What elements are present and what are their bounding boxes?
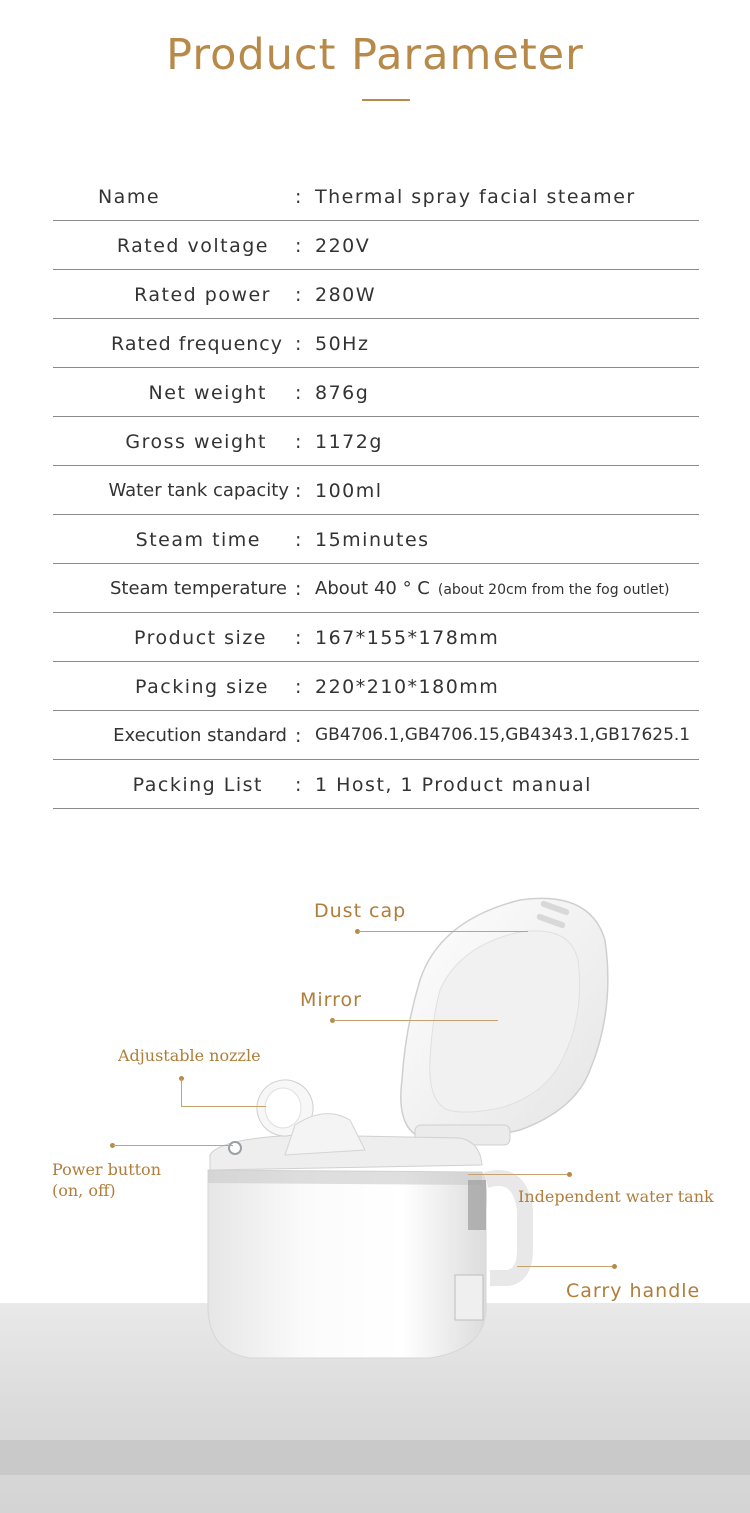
callout-carry-handle: Carry handle [566, 1280, 701, 1302]
callout-power-button-line1: Power button [52, 1160, 161, 1179]
param-label: Gross weight [125, 431, 267, 453]
param-row-product-size [53, 613, 699, 662]
param-label: Rated frequency [111, 333, 283, 355]
callout-line [181, 1079, 182, 1106]
title-underline [362, 99, 410, 101]
param-row-steam-temperature [53, 564, 699, 613]
param-value: 280W [315, 284, 377, 306]
param-row-packing-size [53, 662, 699, 711]
param-row-name [53, 172, 699, 221]
param-colon: : [295, 529, 303, 551]
param-colon: : [295, 627, 303, 649]
param-value: 220*210*180mm [315, 676, 500, 698]
param-colon: : [295, 725, 303, 747]
callout-line [517, 1266, 615, 1267]
param-row-execution-standard [53, 711, 699, 760]
param-label: Steam temperature [110, 578, 287, 599]
param-colon: : [295, 774, 303, 796]
param-colon: : [295, 431, 303, 453]
param-colon: : [295, 578, 303, 600]
param-row-net-weight [53, 368, 699, 417]
callout-dust-cap: Dust cap [314, 900, 407, 922]
param-label: Rated voltage [116, 235, 269, 257]
callout-water-tank: Independent water tank [518, 1187, 714, 1206]
callout-power-button [52, 1159, 161, 1201]
param-colon: : [295, 333, 303, 355]
param-label: Name [97, 186, 161, 208]
param-value: GB4706.1,GB4706.15,GB4343.1,GB17625.1 [315, 725, 691, 745]
page-title: Product Parameter [166, 30, 584, 80]
param-colon: : [295, 480, 303, 502]
param-value: 15minutes [315, 529, 430, 551]
param-row-rated-power [53, 270, 699, 319]
callout-line [181, 1106, 266, 1107]
param-value: 220V [315, 235, 371, 257]
callout-mirror: Mirror [300, 989, 362, 1011]
callout-adjustable-nozzle: Adjustable nozzle [118, 1046, 261, 1065]
param-label: Rated power [134, 284, 271, 306]
param-colon: : [295, 284, 303, 306]
param-value-note: (about 20cm from the fog outlet) [437, 582, 670, 598]
param-value-main: About 40 ° C [315, 578, 430, 599]
param-label: Packing List [132, 774, 263, 796]
param-value: 876g [315, 382, 370, 404]
param-colon: : [295, 186, 303, 208]
floor-edge [0, 1440, 750, 1475]
param-label: Steam time [135, 529, 261, 551]
param-row-rated-frequency [53, 319, 699, 368]
param-label: Water tank capacity [108, 480, 289, 501]
parameter-table [53, 172, 699, 809]
param-value: 50Hz [315, 333, 370, 355]
param-value: 100ml [315, 480, 383, 502]
param-value: Thermal spray facial steamer [315, 186, 636, 208]
param-value: 1 Host, 1 Product manual [315, 774, 592, 796]
callout-line [358, 931, 528, 932]
param-label: Execution standard [113, 725, 287, 746]
param-colon: : [295, 382, 303, 404]
param-row-rated-voltage [53, 221, 699, 270]
param-row-packing-list [53, 760, 699, 809]
param-value [315, 578, 669, 599]
facial-steamer-image [190, 880, 630, 1390]
param-value: 1172g [315, 431, 383, 453]
param-label: Net weight [148, 382, 267, 404]
param-label: Packing size [135, 676, 269, 698]
param-colon: : [295, 235, 303, 257]
callout-line [113, 1145, 233, 1146]
callout-line [333, 1020, 498, 1021]
callout-power-button-line2: (on, off) [52, 1181, 116, 1200]
param-colon: : [295, 676, 303, 698]
param-row-steam-time [53, 515, 699, 564]
callout-dot [567, 1172, 572, 1177]
param-label: Product size [133, 627, 267, 649]
callout-dot [612, 1264, 617, 1269]
callout-line [468, 1174, 570, 1175]
param-row-gross-weight [53, 417, 699, 466]
param-row-water-tank-capacity [53, 466, 699, 515]
param-value: 167*155*178mm [315, 627, 500, 649]
